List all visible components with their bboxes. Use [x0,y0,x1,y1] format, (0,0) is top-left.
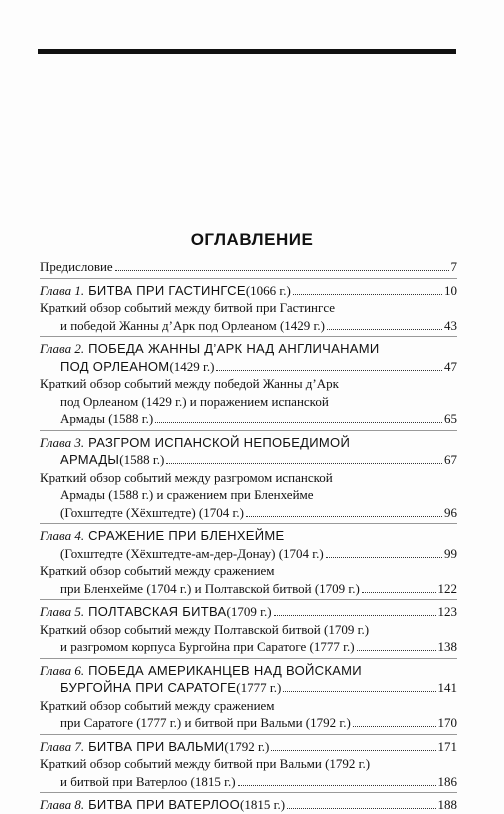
entry-text: (Гохштедте (Хёхштедте) (1704 г.) [60,504,244,520]
entry-text: ПОБЕДА ЖАННЫ Д’АРК НАД АНГЛИЧАНАМИ [88,341,380,356]
entry-text: БИТВА ПРИ ГАСТИНГСЕ [88,282,246,298]
dot-leader [283,691,435,692]
entry-text: и битвой при Ватерлоо (1815 г.) [60,773,236,789]
chapter-entry [40,340,457,375]
chapter-entry [40,434,457,469]
dot-leader [327,329,442,330]
entry-text: СРАЖЕНИЕ ПРИ БЛЕНХЕЙМЕ [88,528,285,543]
toc-entry [40,299,457,334]
entry-text: и победой Жанны д’Арк под Орлеаном (1429 г.) [60,317,325,333]
chapter-label: Глава 4. [40,528,85,543]
toc-line [40,603,457,621]
entry-text: Краткий обзор событий между битвой при Гастингсе [40,300,336,315]
page-number: 123 [437,604,457,619]
entry-text: Краткий обзор событий между победой Жанны д’Арк [40,376,339,391]
toc-line [40,451,457,469]
page-number: 141 [437,680,457,695]
dot-leader [166,463,442,464]
toc-line [40,410,457,428]
toc-line [40,738,457,756]
toc-line [40,545,457,563]
dot-leader [155,422,442,423]
chapter-label: Глава 8. [40,797,85,812]
page-number: 96 [444,504,457,520]
toc-line [40,469,457,487]
entry-text: Армады (1588 г.) [60,411,154,426]
chapter-entry [40,796,457,814]
toc-line [40,358,457,376]
toc-line [40,393,457,411]
page-number: 122 [437,580,457,596]
entry-text: при Бленхейме (1704 г.) и Полтавской битвой (1709 г.) [60,580,360,596]
entry-text: Краткий обзор событий между битвой при Вальми (1792 г.) [40,756,371,771]
toc-line [40,679,457,697]
table-of-contents [40,258,457,814]
entry-text: АРМАДЫ [60,452,120,467]
entry-text: Краткий обзор событий между сражением [40,563,275,578]
dot-leader [274,615,436,616]
toc-line [40,282,457,300]
chapter-entry [40,738,457,756]
toc-entry [40,375,457,428]
toc-line [40,621,457,639]
page-number: 7 [450,259,457,274]
entry-year: (1066 г.) [245,282,291,298]
page-number: 99 [444,545,457,561]
toc-entry [40,562,457,597]
chapter-divider [40,658,457,659]
page-number: 138 [437,639,457,654]
entry-text: БИТВА ПРИ ВАТЕРЛОО [88,797,241,812]
page-number: 170 [437,715,457,730]
page-number: 47 [444,358,457,374]
entry-text: Предисловие [40,259,113,274]
toc-line [40,486,457,504]
toc-entry [40,621,457,656]
toc-entry [40,755,457,790]
toc-entry [40,258,457,276]
chapter-label: Глава 6. [40,662,85,678]
chapter-divider [40,792,457,793]
entry-year: (1709 г.) [226,604,272,619]
dot-leader [115,270,449,271]
chapter-entry [40,527,457,562]
dot-leader [246,516,442,517]
toc-entry [40,697,457,732]
toc-line [40,258,457,276]
chapter-divider [40,430,457,431]
dot-leader [216,370,442,371]
chapter-entry [40,282,457,300]
page-number: 171 [437,738,457,754]
page-number: 67 [444,452,457,467]
page-title: ОГЛАВЛЕНИЕ [190,230,314,249]
toc-line [40,375,457,393]
top-rule [38,49,456,54]
entry-text: Армады (1588 г.) и сражением при Бленхейме [60,487,314,502]
toc-line [40,755,457,773]
entry-text: и разгромом корпуса Бургойна при Саратоге (1777 г.) [60,639,355,654]
dot-leader [362,592,436,593]
toc-line [40,504,457,522]
dot-leader [287,808,435,809]
entry-year: (1777 г.) [236,680,282,695]
toc-entry [40,469,457,522]
toc-line [40,340,457,358]
entry-text: Краткий обзор событий между разгромом испанской [40,469,333,485]
toc-line [40,527,457,545]
page-number: 188 [437,797,457,812]
entry-text: при Саратоге (1777 г.) и битвой при Вальми (1792 г.) [60,715,351,730]
dot-leader [353,726,436,727]
entry-text: Краткий обзор событий между сражением [40,697,275,713]
page-number: 43 [444,317,457,333]
chapter-divider [40,599,457,600]
entry-text: ПОБЕДА АМЕРИКАНЦЕВ НАД ВОЙСКАМИ [88,662,362,678]
dot-leader [293,294,442,295]
entry-text: РАЗГРОМ ИСПАНСКОЙ НЕПОБЕДИМОЙ [88,434,351,450]
toc-line [40,317,457,335]
page-number: 186 [437,773,457,789]
toc-line [40,562,457,580]
entry-text: под Орлеаном (1429 г.) и поражением испанской [60,393,329,409]
dot-leader [271,750,435,751]
entry-year: (1792 г.) [224,738,270,754]
chapter-divider [40,523,457,524]
entry-text: ПОЛТАВСКАЯ БИТВА [88,604,227,619]
dot-leader [326,557,442,558]
toc-line [40,714,457,732]
toc-line [40,580,457,598]
chapter-divider [40,336,457,337]
entry-text: БУРГОЙНА ПРИ САРАТОГЕ [60,680,237,695]
toc-line [40,796,457,814]
chapter-label: Глава 5. [40,604,85,619]
entry-year: (1815 г.) [240,797,286,812]
chapter-label: Глава 1. [40,282,85,298]
chapter-divider [40,734,457,735]
entry-year: (1588 г.) [119,452,165,467]
toc-line [40,773,457,791]
chapter-label: Глава 7. [40,738,85,754]
dot-leader [238,785,436,786]
chapter-divider [40,278,457,279]
chapter-label: Глава 3. [40,434,85,450]
entry-text: БИТВА ПРИ ВАЛЬМИ [88,738,225,754]
chapter-label: Глава 2. [40,341,85,356]
entry-text: ПОД ОРЛЕАНОМ [60,358,170,374]
page-number: 10 [444,282,457,298]
entry-text: Краткий обзор событий между Полтавской битвой (1709 г.) [40,621,370,637]
toc-line [40,638,457,656]
entry-text: (Гохштедте (Хёхштедте-ам-дер-Донау) (1704 г.) [60,545,324,561]
toc-line [40,697,457,715]
entry-year: (1429 г.) [169,358,215,374]
chapter-entry [40,662,457,697]
toc-line [40,434,457,452]
chapter-entry [40,603,457,621]
dot-leader [357,650,436,651]
toc-line [40,662,457,680]
toc-line [40,299,457,317]
page-number: 65 [444,411,457,426]
